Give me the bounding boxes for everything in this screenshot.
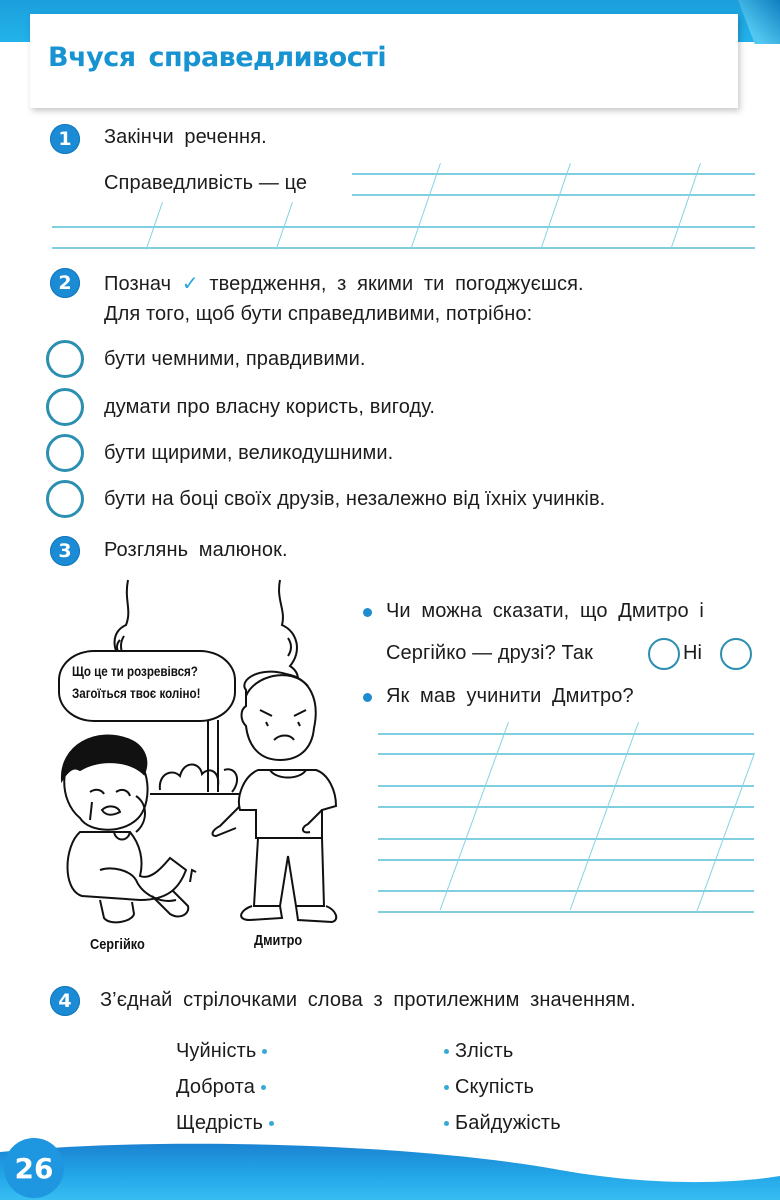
option-3-checkbox[interactable] [46, 434, 84, 472]
connector-dot[interactable] [444, 1049, 449, 1054]
right-word-3[interactable] [438, 1112, 561, 1135]
right-word-2[interactable] [438, 1076, 534, 1099]
writing-line [52, 226, 755, 228]
left-word-1[interactable] [176, 1040, 273, 1063]
task-2-number-badge: 2 [50, 268, 80, 298]
question-1-line-1: Чи можна сказати, що Дмитро і [386, 600, 704, 622]
footer-wave [0, 1140, 780, 1200]
task-3-instruction: Розглянь малюнок. [104, 539, 288, 561]
task-2-instruction-end: твердження, з якими ти погоджуєшся. [209, 273, 584, 295]
option-3-label: бути щирими, великодушними. [104, 442, 394, 464]
page-title: Вчуся справедливості [48, 42, 387, 73]
connector-dot[interactable] [444, 1121, 449, 1126]
connector-dot[interactable] [262, 1049, 267, 1054]
task-2-instruction [104, 271, 584, 296]
task-2-instruction-start: Познач [104, 273, 172, 295]
option-2-label: думати про власну користь, вигоду. [104, 396, 436, 418]
task-4-number-badge: 4 [50, 986, 80, 1016]
page-number: 26 [4, 1138, 64, 1198]
writing-line [352, 173, 755, 175]
option-2-checkbox[interactable] [46, 388, 84, 426]
task-4-instruction: З’єднай стрілочками слова з протилежним значенням. [100, 989, 636, 1011]
speech-line-1: Що це ти розревівся? [72, 664, 198, 679]
bullet-icon [363, 608, 372, 617]
word-label: Скупість [455, 1076, 535, 1098]
children-illustration [40, 570, 340, 950]
speech-line-2: Загоїться твоє коліно! [72, 686, 201, 701]
answer-no-radio[interactable] [720, 638, 752, 670]
slant-line [541, 163, 571, 248]
writing-line [378, 859, 754, 861]
slant-line [570, 722, 640, 910]
option-4-checkbox[interactable] [46, 480, 84, 518]
writing-line [378, 890, 754, 892]
bullet-icon [363, 693, 372, 702]
word-label: Байдужість [455, 1112, 561, 1134]
question-1-line-2: Сергійко — друзі? Так [386, 642, 593, 664]
writing-line [378, 785, 754, 787]
connector-dot[interactable] [269, 1121, 274, 1126]
character-name-sergiy: Сергійко [90, 936, 145, 953]
task-2-subtitle: Для того, щоб бути справедливими, потрібно: [104, 303, 533, 325]
writing-line [378, 838, 754, 840]
word-label: Чуйність [176, 1040, 257, 1062]
task-1-number-badge: 1 [50, 124, 80, 154]
slant-line [411, 163, 441, 248]
question-2-text: Як мав учинити Дмитро? [386, 685, 634, 707]
connector-dot[interactable] [261, 1085, 266, 1090]
slant-line [440, 722, 510, 910]
checkmark-icon: ✓ [181, 273, 199, 295]
answer-no-label: Ні [683, 642, 703, 664]
writing-line [52, 247, 755, 249]
option-1-label: бути чемними, правдивими. [104, 348, 366, 370]
writing-line [352, 194, 755, 196]
task-1-prompt: Справедливість — це [104, 172, 308, 194]
task-3-number-badge: 3 [50, 536, 80, 566]
writing-line [378, 753, 754, 755]
option-4-label: бути на боці своїх друзів, незалежно від їхніх учинків. [104, 488, 606, 510]
writing-line [378, 733, 754, 735]
task-1-instruction: Закінчи речення. [104, 126, 267, 148]
left-word-2[interactable] [176, 1076, 272, 1099]
answer-yes-radio[interactable] [648, 638, 680, 670]
word-label: Щедрість [176, 1112, 264, 1134]
connector-dot[interactable] [444, 1085, 449, 1090]
option-1-checkbox[interactable] [46, 340, 84, 378]
word-label: Злість [455, 1040, 514, 1062]
slant-line [671, 163, 701, 248]
character-name-dmytro: Дмитро [254, 932, 303, 949]
right-word-1[interactable] [438, 1040, 513, 1063]
left-word-3[interactable] [176, 1112, 280, 1135]
word-label: Доброта [176, 1076, 255, 1098]
writing-line [378, 806, 754, 808]
